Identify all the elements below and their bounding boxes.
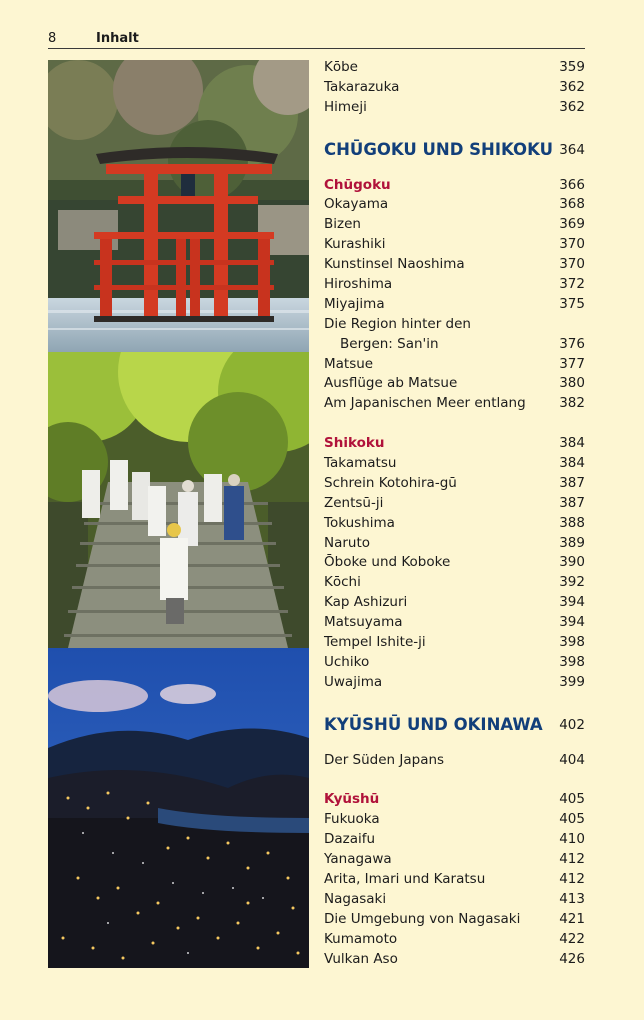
toc-entry: Himeji 362 <box>324 98 585 115</box>
toc-entry: Naruto 389 <box>324 534 585 551</box>
page-number: 8 <box>48 31 57 46</box>
toc-entry: Kunstinsel Naoshima 370 <box>324 256 585 273</box>
toc-entry: Miyajima 375 <box>324 295 585 312</box>
toc-entry: Kōchi 392 <box>324 574 585 591</box>
toc-entry: Bergen: San'in 376 <box>340 335 585 352</box>
toc-entry: Vulkan Aso 426 <box>324 950 585 967</box>
toc-entry: Tokushima 388 <box>324 514 585 531</box>
toc-entry: Fukuoka 405 <box>324 811 585 828</box>
toc-entry: Uwajima 399 <box>324 673 585 690</box>
photo-pilgrims-stairs <box>48 352 309 648</box>
page-title: Inhalt <box>96 31 139 46</box>
toc-entry: Die Region hinter den <box>324 315 471 332</box>
toc-entry: Matsue 377 <box>324 355 585 372</box>
toc-entry: Schrein Kotohira-gū 387 <box>324 474 585 491</box>
toc-entry: Takarazuka 362 <box>324 78 585 95</box>
toc-entry: Kōbe 359 <box>324 59 585 75</box>
toc-entry: Kap Ashizuri 394 <box>324 594 585 611</box>
subsection-shikoku: Shikoku 384 <box>324 435 585 452</box>
page-header <box>48 30 585 49</box>
photo-column <box>48 60 309 968</box>
toc-entry: Takamatsu 384 <box>324 455 585 472</box>
toc-entry: Der Süden Japans 404 <box>324 751 585 768</box>
toc-entry: Tempel Ishite-ji 398 <box>324 634 585 651</box>
toc-entry: Ōboke und Koboke 390 <box>324 554 585 571</box>
toc-entry: Am Japanischen Meer entlang 382 <box>324 395 585 412</box>
photo-nagasaki-night <box>48 648 309 968</box>
toc-entry: Die Umgebung von Nagasaki 421 <box>324 910 585 927</box>
region-heading-kyushu-okinawa: KYŪSHŪ UND OKINAWA 402 <box>324 714 585 734</box>
toc-entry: Ausflüge ab Matsue 380 <box>324 375 585 392</box>
toc-entry: Kurashiki 370 <box>324 236 585 253</box>
subsection-chugoku: Chūgoku 366 <box>324 176 585 193</box>
region-heading-chugoku-shikoku: CHŪGOKU UND SHIKOKU 364 <box>324 139 585 159</box>
toc-entry: Zentsū-ji 387 <box>324 494 585 511</box>
toc-entry: Dazaifu 410 <box>324 831 585 848</box>
table-of-contents <box>324 58 585 969</box>
toc-entry: Matsuyama 394 <box>324 614 585 631</box>
toc-entry: Okayama 368 <box>324 196 585 213</box>
toc-entry: Hiroshima 372 <box>324 276 585 293</box>
toc-entry: Yanagawa 412 <box>324 851 585 868</box>
toc-entry: Arita, Imari und Karatsu 412 <box>324 870 585 887</box>
toc-entry: Bizen 369 <box>324 216 585 233</box>
photo-torii-gate <box>48 60 309 352</box>
toc-entry: Nagasaki 413 <box>324 890 585 907</box>
toc-entry: Kumamoto 422 <box>324 930 585 947</box>
toc-entry: Uchiko 398 <box>324 653 585 670</box>
subsection-kyushu: Kyūshū 405 <box>324 791 585 808</box>
